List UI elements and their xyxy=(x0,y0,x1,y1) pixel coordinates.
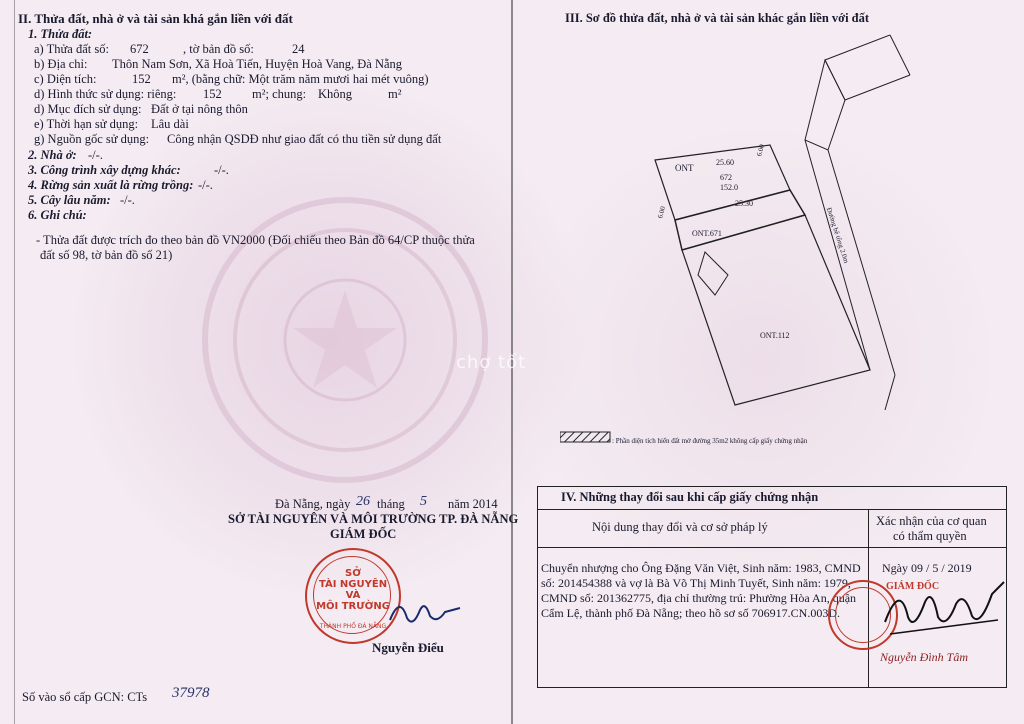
table-divider xyxy=(538,509,1006,510)
note-line-1: - Thửa đất được trích đo theo bản đồ VN2000 (Đối chiếu theo Bản đồ 64/CP thuộc thửa xyxy=(36,233,475,247)
confirm-date: Ngày 09 / 5 / 2019 xyxy=(882,561,972,575)
change-line-1: Chuyển nhượng cho Ông Đặng Văn Việt, Sinh năm: 1983, CMND xyxy=(541,561,861,575)
issue-month-label: tháng xyxy=(377,497,405,511)
map-sheet-number: 24 xyxy=(292,42,305,56)
area-in-words: m², (bằng chữ: Một trăm năm mươi hai mét vuông) xyxy=(172,72,429,86)
address-label: b) Địa chỉ: xyxy=(34,57,88,71)
area-label: c) Diện tích: xyxy=(34,72,97,86)
dim-side-left: 6.00 xyxy=(656,205,668,220)
purpose-label: d) Mục đích sử dụng: xyxy=(34,102,142,116)
perennial-value: -/-. xyxy=(120,193,135,207)
confirm-title: GIÁM ĐỐC xyxy=(886,581,940,592)
change-line-3: CMND số: 201362775, địa chỉ thường trú: Phường Hòa An, quận xyxy=(541,591,857,605)
origin-value: Công nhận QSDĐ như giao đất có thu tiền sử dụng đất xyxy=(167,132,442,146)
usage-common-label: m²; chung: xyxy=(252,87,307,101)
parcel-diagram xyxy=(560,30,1020,460)
seal-line-3: VÀ xyxy=(345,590,361,601)
change-line-4: Cẩm Lệ, thành phố Đà Nẵng; theo hồ sơ số 706917.CN.003D. xyxy=(541,606,840,620)
note-line-2: đất số 98, tờ bản đồ số 21) xyxy=(40,248,173,262)
section-iii-title: III. Sơ đồ thửa đất, nhà ở và tài sản khác gắn liền với đất xyxy=(565,11,870,25)
signer-name: Nguyễn Điểu xyxy=(372,640,444,655)
issue-date-prefix: Đà Nẵng, ngày xyxy=(275,497,351,511)
ont112-label: ONT.112 xyxy=(760,331,790,340)
section-ii-title: II. Thửa đất, nhà ở và tài sản khá gắn liền với đất xyxy=(18,11,293,26)
usage-form-label: d) Hình thức sử dụng: riêng: xyxy=(34,87,177,101)
other-construction-value: -/-. xyxy=(214,163,229,177)
page-edge xyxy=(14,0,15,724)
confirm-signer: Nguyễn Đình Tâm xyxy=(880,650,968,664)
director-signature xyxy=(385,590,465,630)
house-value: -/-. xyxy=(88,148,103,162)
confirm-signature xyxy=(880,572,1010,642)
purpose-value: Đất ở tại nông thôn xyxy=(151,102,248,116)
forest-value: -/-. xyxy=(198,178,213,192)
issue-month: 5 xyxy=(420,494,427,509)
land-parcel-heading: 1. Thửa đất: xyxy=(28,27,93,41)
issue-day: 26 xyxy=(356,494,370,509)
usage-common-value: Không xyxy=(318,87,353,101)
ont-label: ONT xyxy=(675,163,694,173)
area-value: 152 xyxy=(132,72,151,86)
issuing-organization: SỞ TÀI NGUYÊN VÀ MÔI TRƯỜNG TP. ĐÀ NẴNG xyxy=(228,512,519,526)
ont671-label: ONT.671 xyxy=(692,229,722,238)
seal-ring-text: THÀNH PHỐ ĐÀ NẴNG xyxy=(319,623,387,630)
parcel-number-label: a) Thửa đất số: xyxy=(34,42,109,56)
map-sheet-label: , tờ bản đồ số: xyxy=(183,42,254,56)
term-label: e) Thời hạn sử dụng: xyxy=(34,117,139,131)
other-construction-heading: 3. Công trình xây dựng khác: xyxy=(28,163,181,177)
road-label: Đường bê tông 2.0m xyxy=(824,206,851,265)
parcel-number: 672 xyxy=(130,42,149,56)
seal-line-2: TÀI NGUYÊN xyxy=(318,579,388,590)
registry-label: Số vào sổ cấp GCN: CTs xyxy=(22,690,148,704)
watermark-text: chợ tốt xyxy=(456,352,527,373)
parcel-area-map: 152.0 xyxy=(720,183,738,192)
parcel-number-map: 672 xyxy=(720,173,732,182)
seal-line-4: MÔI TRƯỜNG xyxy=(316,601,390,612)
section-iv-title: IV. Những thay đổi sau khi cấp giấy chứng nhận xyxy=(561,490,819,504)
perennial-heading: 5. Cây lâu năm: xyxy=(28,193,111,207)
seal-line-1: SỞ xyxy=(345,568,361,579)
national-emblem-watermark xyxy=(195,150,495,530)
term-value: Lâu dài xyxy=(151,117,189,131)
dim-top: 25.60 xyxy=(716,158,734,167)
forest-heading: 4. Rừng sản xuất là rừng trồng: xyxy=(28,178,194,192)
table-divider xyxy=(538,547,1006,548)
change-line-2: số: 201454388 và vợ là Bà Võ Thị Minh Tuyết, Sinh năm: 1979, xyxy=(541,576,851,590)
column-header-confirm-2: có thẩm quyền xyxy=(893,529,967,543)
notes-heading: 6. Ghi chú: xyxy=(28,208,87,222)
usage-private-area: 152 xyxy=(203,87,222,101)
legend-text: : Phần diện tích hiến đất mở đường 35m2 không cấp giấy chứng nhận xyxy=(612,437,808,445)
usage-common-unit: m² xyxy=(388,87,402,101)
director-title: GIÁM ĐỐC xyxy=(330,527,397,541)
column-header-content: Nội dung thay đổi và cơ sở pháp lý xyxy=(592,520,768,534)
dim-bottom: 25.30 xyxy=(735,199,753,208)
address-value: Thôn Nam Sơn, Xã Hoà Tiến, Huyện Hoà Vang, Đà Nẵng xyxy=(112,57,403,71)
issue-year: năm 2014 xyxy=(448,497,498,511)
house-heading: 2. Nhà ở: xyxy=(28,148,77,162)
origin-label: g) Nguồn gốc sử dụng: xyxy=(34,132,150,146)
column-header-confirm-1: Xác nhận của cơ quan xyxy=(876,514,987,528)
registry-number: 37978 xyxy=(172,685,210,701)
dim-side-right: 6.00 xyxy=(755,143,767,158)
